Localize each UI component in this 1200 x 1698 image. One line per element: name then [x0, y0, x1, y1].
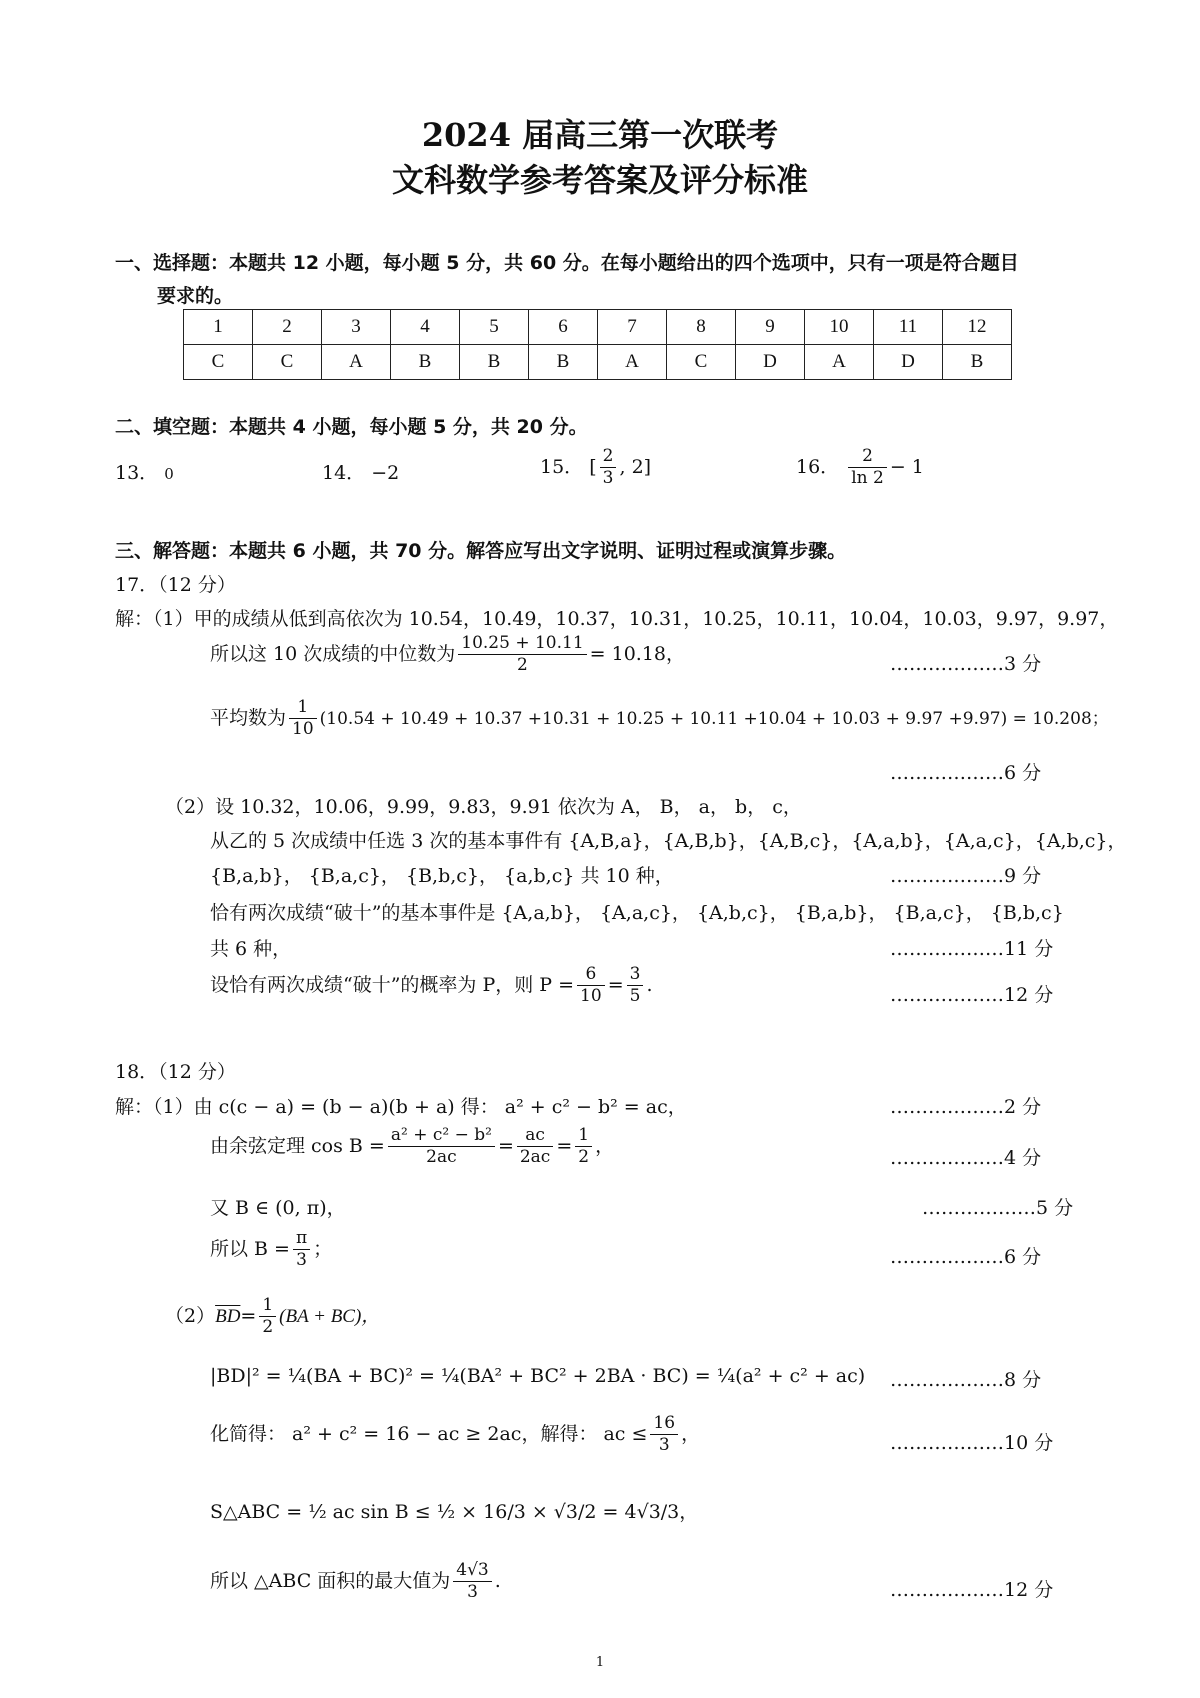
fraction-denominator: 2ac	[426, 1147, 457, 1168]
answer-rest: − 1	[889, 455, 924, 478]
fraction-denominator: ln 2	[851, 468, 884, 489]
section-1-heading-cont: 要求的。	[157, 285, 234, 307]
p17-line-8: 共 6 种，	[210, 938, 292, 960]
answer-cell: A	[598, 345, 667, 380]
question-number: 10	[805, 310, 874, 345]
answer-value: −2	[371, 462, 400, 484]
probability-fraction	[577, 964, 605, 1008]
p17-line-9	[210, 964, 652, 1008]
question-number: 8	[667, 310, 736, 345]
answer-fraction	[848, 446, 887, 490]
p18-line-7	[210, 1413, 700, 1457]
p17-line-1: 解：（1）甲的成绩从低到高依次为 10.54，10.49，10.37，10.31，10.25，10.11，10.04，10.03，9.97，9.97，	[115, 608, 1119, 630]
p17-line-3	[210, 697, 1109, 741]
answer-table	[183, 309, 1012, 380]
answer-cell: D	[874, 345, 943, 380]
question-number: 3	[322, 310, 391, 345]
fill-answer-15	[540, 446, 651, 490]
question-number: 14．	[322, 462, 366, 484]
fraction-numerator: 2	[600, 446, 617, 468]
angle-fraction	[293, 1228, 310, 1272]
answer-cell: A	[322, 345, 391, 380]
fill-answer-13	[115, 458, 174, 485]
score-marker: ………………12 分	[890, 1579, 1054, 1601]
fraction-numerator: 6	[577, 964, 605, 986]
answer-table-answer-row	[184, 345, 1012, 380]
score-marker: ………………6 分	[890, 762, 1042, 784]
text: 所以 B =	[210, 1237, 290, 1260]
fraction-numerator: 2	[848, 446, 887, 468]
text: .	[494, 1569, 501, 1592]
answer-cell: B	[529, 345, 598, 380]
vector-bd: $\overline{BD}$	[215, 1305, 241, 1327]
fraction-denominator: 3	[658, 1435, 670, 1456]
p18-line-5	[165, 1295, 380, 1339]
text: 由余弦定理 cos B =	[210, 1134, 385, 1157]
fraction-denominator: 2	[578, 1147, 590, 1168]
answer-cell: A	[805, 345, 874, 380]
question-number: 11	[874, 310, 943, 345]
fraction-denominator: 3	[296, 1250, 307, 1271]
p17-line-7: 恰有两次成绩“破十”的基本事件是 {A,a,b}， {A,a,c}， {A,b,c}， {B,a,b}， {B,a,c}， {B,b,c}	[210, 902, 1064, 924]
text: （2）	[165, 1304, 216, 1327]
fraction-denominator: 2ac	[519, 1147, 551, 1168]
answer-cell: B	[460, 345, 529, 380]
p18-line-1: 解：（1）由 c(c − a) = (b − a)(b + a) 得： a² + c² − b² = ac，	[115, 1096, 687, 1118]
median-fraction	[458, 633, 586, 677]
question-number: 2	[253, 310, 322, 345]
text: =	[497, 1134, 514, 1157]
score-marker: ………………3 分	[890, 653, 1042, 675]
score-marker: ………………10 分	[890, 1432, 1054, 1454]
fraction-numerator: 4√3	[453, 1560, 491, 1582]
text: ；	[313, 1237, 333, 1260]
text: = 10.18，	[589, 642, 686, 665]
p17-line-6: {B,a,b}， {B,a,c}， {B,b,c}， {a,b,c} 共 10 种，	[210, 865, 674, 887]
title-line-1: 2024 届高三第一次联考	[421, 116, 779, 154]
question-number: 6	[529, 310, 598, 345]
question-number: 15．	[540, 455, 584, 478]
fraction-denominator: 3	[467, 1582, 478, 1603]
fraction-numerator: π	[293, 1228, 310, 1250]
fraction-numerator: 3	[627, 964, 644, 986]
text: ，	[595, 1134, 615, 1157]
probability-fraction-simplified	[627, 964, 644, 1008]
cosine-fraction	[388, 1125, 495, 1169]
score-marker: ………………12 分	[890, 984, 1054, 1006]
text: 平均数为	[210, 706, 287, 729]
fraction-numerator: a² + c² − b²	[388, 1125, 495, 1147]
half-fraction	[259, 1295, 276, 1339]
fraction-denominator: 5	[629, 986, 641, 1007]
fraction-denominator: 2	[517, 655, 528, 676]
p18-line-4	[210, 1228, 332, 1272]
cosine-fraction-2	[517, 1125, 553, 1169]
answer-cell: B	[943, 345, 1012, 380]
answer-cell: C	[253, 345, 322, 380]
question-number: 5	[460, 310, 529, 345]
answer-cell: C	[667, 345, 736, 380]
question-number: 9	[736, 310, 805, 345]
p18-line-6: |BD|² = ¼(BA + BC)² = ¼(BA² + BC² + 2BA · BC) = ¼(a² + c² + ac)	[210, 1365, 866, 1387]
text: =	[607, 973, 624, 996]
score-marker: ………………5 分	[922, 1197, 1074, 1219]
score-marker: ………………6 分	[890, 1246, 1042, 1268]
p18-line-8: S△ABC = ½ ac sin B ≤ ½ × 16/3 × √3/2 = 4√3/3，	[210, 1501, 699, 1523]
text: 所以 △ABC 面积的最大值为	[210, 1569, 451, 1592]
text: ，	[681, 1422, 701, 1445]
fraction-numerator: 16	[650, 1413, 678, 1435]
fraction-denominator: 3	[602, 468, 614, 489]
score-marker: ………………4 分	[890, 1147, 1042, 1169]
answer-cell: D	[736, 345, 805, 380]
text: (10.54 + 10.49 + 10.37 +10.31 + 10.25 + 10.11 +10.04 + 10.03 + 9.97 +9.97) = 10.208；	[319, 708, 1109, 729]
text: 设恰有两次成绩“破十”的概率为 P，则 P =	[210, 973, 575, 996]
fraction-numerator: ac	[517, 1125, 553, 1147]
p18-line-2	[210, 1125, 614, 1169]
fraction-numerator: 1	[289, 697, 317, 719]
score-marker: ………………9 分	[890, 865, 1042, 887]
question-number: 13．	[115, 462, 159, 484]
title-line-2: 文科数学参考答案及评分标准	[391, 161, 808, 199]
max-area-fraction	[453, 1560, 491, 1604]
answer-fraction	[600, 446, 617, 490]
text: .	[646, 973, 653, 996]
question-number: 4	[391, 310, 460, 345]
answer-table-number-row	[184, 310, 1012, 345]
section-2-heading: 二、填空题：本题共 4 小题，每小题 5 分，共 20 分。	[115, 416, 588, 438]
fraction-denominator: 10	[580, 986, 602, 1007]
score-marker: ………………11 分	[890, 938, 1054, 960]
question-number: 12	[943, 310, 1012, 345]
problem-18-header: 18．（12 分）	[115, 1061, 236, 1083]
bound-fraction	[650, 1413, 678, 1457]
p18-line-3: 又 B ∈ (0, π)，	[210, 1197, 346, 1219]
p17-line-2	[210, 633, 685, 677]
problem-17-header: 17．（12 分）	[115, 574, 236, 596]
answer-cell: B	[391, 345, 460, 380]
mean-fraction	[289, 697, 317, 741]
text: 所以这 10 次成绩的中位数为	[210, 642, 456, 665]
question-number: 7	[598, 310, 667, 345]
fill-answer-16	[796, 446, 924, 490]
answer-bracket: [	[589, 455, 597, 478]
text: =	[240, 1304, 257, 1327]
fraction-numerator: 10.25 + 10.11	[458, 633, 586, 655]
fraction-denominator: 2	[262, 1317, 274, 1338]
p17-line-4: （2）设 10.32，10.06，9.99，9.83，9.91 依次为 A， B， a， b， c，	[165, 796, 802, 818]
score-marker: ………………8 分	[890, 1369, 1042, 1391]
score-marker: ………………2 分	[890, 1096, 1042, 1118]
question-number: 16．	[796, 455, 840, 478]
text: (BA + BC)，	[279, 1305, 381, 1327]
answer-value: 0	[164, 465, 174, 483]
p17-line-5: 从乙的 5 次成绩中任选 3 次的基本事件有 {A,B,a}，{A,B,b}，{A,B,c}，{A,a,b}，{A,a,c}，{A,b,c}，	[210, 830, 1127, 852]
fraction-denominator: 10	[292, 719, 314, 740]
answer-cell: C	[184, 345, 253, 380]
cosine-fraction-3	[575, 1125, 592, 1169]
p18-line-9	[210, 1560, 501, 1604]
section-3-heading: 三、解答题：本题共 6 小题，共 70 分。解答应写出文字说明、证明过程或演算步骤。	[115, 540, 847, 562]
fraction-numerator: 1	[575, 1125, 592, 1147]
fraction-numerator: 1	[259, 1295, 276, 1317]
question-number: 1	[184, 310, 253, 345]
page-number: 1	[595, 1655, 605, 1670]
text: =	[556, 1134, 573, 1157]
fill-answer-14	[322, 458, 399, 485]
answer-rest: , 2]	[619, 455, 652, 478]
section-1-heading: 一、选择题：本题共 12 小题，每小题 5 分，共 60 分。在每小题给出的四个选项中，只有一项是符合题目	[115, 252, 1019, 274]
text: 化简得： a² + c² = 16 − ac ≥ 2ac，解得： ac ≤	[210, 1422, 648, 1445]
